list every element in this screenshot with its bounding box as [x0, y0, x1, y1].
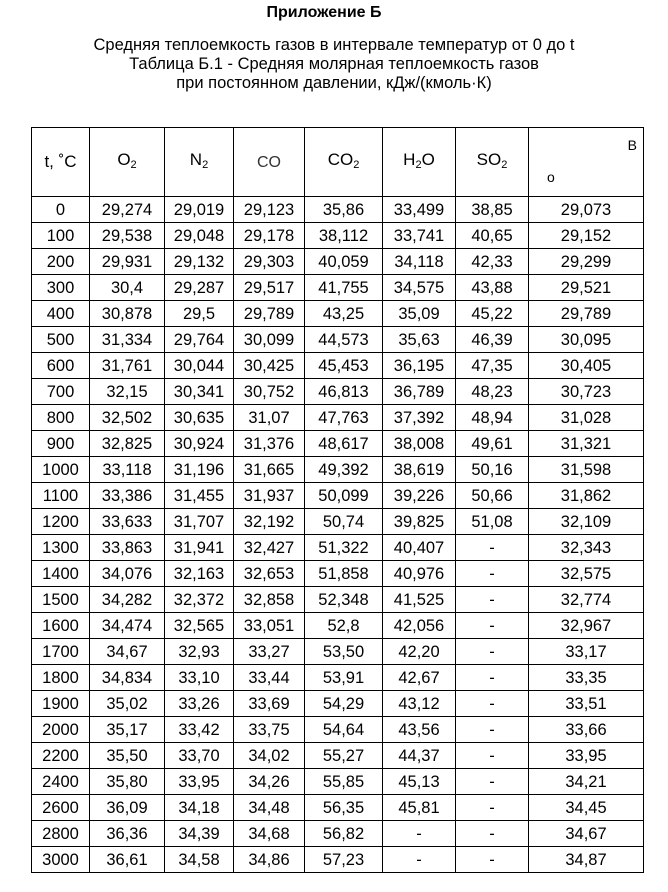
- cell-so2: 47,35: [456, 353, 529, 379]
- cell-temperature: 1300: [32, 535, 90, 561]
- cell-co: 29,789: [234, 301, 305, 327]
- cell-co2: 53,91: [305, 665, 383, 691]
- cell-co: 33,27: [234, 639, 305, 665]
- table-row: [32, 847, 644, 873]
- table-row: [32, 561, 644, 587]
- header-o2-sub: 2: [130, 158, 137, 171]
- cell-temperature: 600: [32, 353, 90, 379]
- cell-air: 32,575: [529, 561, 644, 587]
- cell-air: 29,299: [529, 249, 644, 275]
- cell-n2: 34,39: [165, 821, 234, 847]
- cell-air: 31,321: [529, 431, 644, 457]
- cell-air: 32,343: [529, 535, 644, 561]
- cell-h2o: -: [383, 847, 456, 873]
- cell-o2: 30,4: [90, 275, 165, 301]
- cell-o2: 29,931: [90, 249, 165, 275]
- cell-o2: 33,386: [90, 483, 165, 509]
- cell-air: 33,95: [529, 743, 644, 769]
- cell-o2: 31,334: [90, 327, 165, 353]
- table-row: [32, 405, 644, 431]
- header-so2-base: SO: [476, 149, 502, 169]
- cell-so2: -: [456, 821, 529, 847]
- cell-so2: 42,33: [456, 249, 529, 275]
- cell-h2o: 38,619: [383, 457, 456, 483]
- cell-co: 31,376: [234, 431, 305, 457]
- cell-temperature: 400: [32, 301, 90, 327]
- cell-air: 30,723: [529, 379, 644, 405]
- cell-o2: 34,67: [90, 639, 165, 665]
- cell-h2o: 39,825: [383, 509, 456, 535]
- cell-so2: 43,88: [456, 275, 529, 301]
- cell-h2o: -: [383, 821, 456, 847]
- cell-co: 33,44: [234, 665, 305, 691]
- cell-co2: 41,755: [305, 275, 383, 301]
- cell-h2o: 43,12: [383, 691, 456, 717]
- cell-temperature: 2600: [32, 795, 90, 821]
- cell-air: 31,028: [529, 405, 644, 431]
- cell-air: 33,51: [529, 691, 644, 717]
- cell-h2o: 34,118: [383, 249, 456, 275]
- cell-o2: 35,17: [90, 717, 165, 743]
- header-n2-base: N: [189, 149, 203, 169]
- cell-so2: -: [456, 795, 529, 821]
- cell-o2: 35,02: [90, 691, 165, 717]
- caption-line-1: Средняя теплоемкость газов в интервале температур от 0 до t: [93, 36, 575, 54]
- cell-co2: 55,27: [305, 743, 383, 769]
- cell-air: 32,774: [529, 587, 644, 613]
- cell-co: 32,192: [234, 509, 305, 535]
- cell-co: 33,69: [234, 691, 305, 717]
- table-row: [32, 587, 644, 613]
- cell-co: 33,051: [234, 613, 305, 639]
- cell-o2: 34,834: [90, 665, 165, 691]
- cell-n2: 32,163: [165, 561, 234, 587]
- cell-co2: 52,8: [305, 613, 383, 639]
- cell-co: 29,178: [234, 223, 305, 249]
- cell-co: 31,937: [234, 483, 305, 509]
- cell-n2: 29,048: [165, 223, 234, 249]
- cell-so2: -: [456, 769, 529, 795]
- cell-co2: 35,86: [305, 197, 383, 223]
- cell-temperature: 2400: [32, 769, 90, 795]
- table-row: [32, 197, 644, 223]
- table-row: [32, 691, 644, 717]
- cell-o2: 33,863: [90, 535, 165, 561]
- cell-co2: 45,453: [305, 353, 383, 379]
- cell-so2: -: [456, 743, 529, 769]
- cell-so2: 51,08: [456, 509, 529, 535]
- cell-so2: -: [456, 587, 529, 613]
- table-row: [32, 223, 644, 249]
- cell-n2: 32,565: [165, 613, 234, 639]
- table-row: [32, 613, 644, 639]
- cell-co2: 51,322: [305, 535, 383, 561]
- cell-co2: 43,25: [305, 301, 383, 327]
- cell-co: 30,425: [234, 353, 305, 379]
- header-co2: [305, 128, 383, 197]
- cell-o2: 34,076: [90, 561, 165, 587]
- cell-co2: 44,573: [305, 327, 383, 353]
- cell-co: 34,86: [234, 847, 305, 873]
- header-h2o: [383, 128, 456, 197]
- cell-h2o: 42,20: [383, 639, 456, 665]
- cell-air: 29,152: [529, 223, 644, 249]
- table-row: [32, 535, 644, 561]
- cell-so2: 46,39: [456, 327, 529, 353]
- cell-h2o: 35,09: [383, 301, 456, 327]
- cell-temperature: 0: [32, 197, 90, 223]
- cell-co2: 50,74: [305, 509, 383, 535]
- cell-co2: 40,059: [305, 249, 383, 275]
- cell-h2o: 43,56: [383, 717, 456, 743]
- cell-h2o: 40,407: [383, 535, 456, 561]
- cell-air: 34,87: [529, 847, 644, 873]
- caption-line-3: при постоянном давлении, кДж/(кмоль·К): [176, 74, 492, 92]
- cell-temperature: 300: [32, 275, 90, 301]
- cell-h2o: 45,13: [383, 769, 456, 795]
- cell-temperature: 3000: [32, 847, 90, 873]
- cell-air: 33,17: [529, 639, 644, 665]
- cell-co: 29,303: [234, 249, 305, 275]
- header-co2-base: CO: [327, 149, 354, 169]
- header-so2-sub: 2: [501, 158, 508, 171]
- cell-so2: -: [456, 691, 529, 717]
- cell-co: 30,752: [234, 379, 305, 405]
- cell-so2: -: [456, 613, 529, 639]
- cell-o2: 36,36: [90, 821, 165, 847]
- cell-co2: 55,85: [305, 769, 383, 795]
- cell-n2: 29,5: [165, 301, 234, 327]
- cell-n2: 33,42: [165, 717, 234, 743]
- cell-co: 29,123: [234, 197, 305, 223]
- cell-so2: 50,66: [456, 483, 529, 509]
- cell-co2: 56,82: [305, 821, 383, 847]
- cell-co2: 50,099: [305, 483, 383, 509]
- cell-co2: 54,29: [305, 691, 383, 717]
- cell-h2o: 37,392: [383, 405, 456, 431]
- cell-co2: 52,348: [305, 587, 383, 613]
- cell-n2: 29,764: [165, 327, 234, 353]
- cell-so2: -: [456, 561, 529, 587]
- cell-co: 31,07: [234, 405, 305, 431]
- cell-so2: 50,16: [456, 457, 529, 483]
- cell-co2: 38,112: [305, 223, 383, 249]
- cell-n2: 33,95: [165, 769, 234, 795]
- header-h2o-sub: 2: [415, 158, 422, 171]
- table-row: [32, 743, 644, 769]
- cell-o2: 32,502: [90, 405, 165, 431]
- cell-n2: 33,26: [165, 691, 234, 717]
- cell-co: 34,26: [234, 769, 305, 795]
- cell-o2: 32,825: [90, 431, 165, 457]
- cell-n2: 31,455: [165, 483, 234, 509]
- cell-air: 34,21: [529, 769, 644, 795]
- cell-so2: 48,23: [456, 379, 529, 405]
- cell-so2: -: [456, 717, 529, 743]
- caption-line-2: Таблица Б.1 - Средняя молярная теплоемкость газов: [129, 55, 539, 73]
- header-air: [529, 128, 644, 197]
- cell-n2: 30,635: [165, 405, 234, 431]
- cell-temperature: 2000: [32, 717, 90, 743]
- cell-co: 32,858: [234, 587, 305, 613]
- cell-temperature: 1700: [32, 639, 90, 665]
- cell-h2o: 44,37: [383, 743, 456, 769]
- header-co: [234, 128, 305, 197]
- cell-n2: 30,341: [165, 379, 234, 405]
- cell-o2: 31,761: [90, 353, 165, 379]
- header-h2o-tail: O: [421, 149, 435, 169]
- cell-so2: -: [456, 535, 529, 561]
- table-row: [32, 249, 644, 275]
- header-temperature: t, ˚C: [32, 128, 90, 197]
- cell-temperature: 2200: [32, 743, 90, 769]
- cell-temperature: 1000: [32, 457, 90, 483]
- header-n2: [165, 128, 234, 197]
- cell-co2: 53,50: [305, 639, 383, 665]
- cell-o2: 32,15: [90, 379, 165, 405]
- cell-temperature: 1200: [32, 509, 90, 535]
- cell-n2: 29,287: [165, 275, 234, 301]
- cell-n2: 32,93: [165, 639, 234, 665]
- header-air-sup: В: [627, 137, 637, 153]
- cell-o2: 36,09: [90, 795, 165, 821]
- cell-co: 34,02: [234, 743, 305, 769]
- cell-so2: 40,65: [456, 223, 529, 249]
- table-header-row: [32, 128, 644, 197]
- header-n2-sub: 2: [202, 158, 209, 171]
- cell-air: 32,967: [529, 613, 644, 639]
- cell-n2: 30,924: [165, 431, 234, 457]
- cell-o2: 34,282: [90, 587, 165, 613]
- cell-n2: 29,019: [165, 197, 234, 223]
- cell-temperature: 800: [32, 405, 90, 431]
- cell-n2: 33,10: [165, 665, 234, 691]
- cell-co: 29,517: [234, 275, 305, 301]
- cell-temperature: 200: [32, 249, 90, 275]
- cell-o2: 35,50: [90, 743, 165, 769]
- cell-co2: 54,64: [305, 717, 383, 743]
- cell-n2: 31,707: [165, 509, 234, 535]
- cell-temperature: 700: [32, 379, 90, 405]
- cell-co: 33,75: [234, 717, 305, 743]
- header-o2: [90, 128, 165, 197]
- table-row: [32, 769, 644, 795]
- table-row: [32, 301, 644, 327]
- cell-air: 34,45: [529, 795, 644, 821]
- header-o2-base: O: [117, 149, 131, 169]
- header-h2o-base: H: [403, 149, 416, 169]
- cell-h2o: 42,056: [383, 613, 456, 639]
- cell-co2: 49,392: [305, 457, 383, 483]
- cell-n2: 30,044: [165, 353, 234, 379]
- cell-so2: 38,85: [456, 197, 529, 223]
- cell-air: 32,109: [529, 509, 644, 535]
- cell-h2o: 33,499: [383, 197, 456, 223]
- cell-so2: -: [456, 639, 529, 665]
- appendix-title: Приложение Б: [266, 4, 382, 21]
- cell-o2: 33,118: [90, 457, 165, 483]
- table-row: [32, 275, 644, 301]
- cell-h2o: 45,81: [383, 795, 456, 821]
- cell-o2: 33,633: [90, 509, 165, 535]
- cell-temperature: 1800: [32, 665, 90, 691]
- cell-o2: 36,61: [90, 847, 165, 873]
- table-row: [32, 795, 644, 821]
- cell-air: 29,789: [529, 301, 644, 327]
- cell-so2: -: [456, 847, 529, 873]
- cell-n2: 32,372: [165, 587, 234, 613]
- cell-temperature: 1500: [32, 587, 90, 613]
- table-row: [32, 431, 644, 457]
- cell-temperature: 1400: [32, 561, 90, 587]
- cell-temperature: 100: [32, 223, 90, 249]
- cell-co: 32,653: [234, 561, 305, 587]
- cell-o2: 35,80: [90, 769, 165, 795]
- cell-so2: -: [456, 665, 529, 691]
- cell-o2: 29,274: [90, 197, 165, 223]
- table-row: [32, 353, 644, 379]
- cell-n2: 31,196: [165, 457, 234, 483]
- header-so2: [456, 128, 529, 197]
- cell-h2o: 36,789: [383, 379, 456, 405]
- table-row: [32, 821, 644, 847]
- cell-air: 31,598: [529, 457, 644, 483]
- cell-n2: 31,941: [165, 535, 234, 561]
- cell-temperature: 500: [32, 327, 90, 353]
- cell-air: 34,67: [529, 821, 644, 847]
- cell-h2o: 38,008: [383, 431, 456, 457]
- cell-o2: 29,538: [90, 223, 165, 249]
- cell-co2: 56,35: [305, 795, 383, 821]
- heat-capacity-table: [31, 127, 644, 873]
- cell-h2o: 34,575: [383, 275, 456, 301]
- cell-co2: 51,858: [305, 561, 383, 587]
- cell-co2: 46,813: [305, 379, 383, 405]
- header-air-sub: о: [547, 169, 555, 185]
- cell-h2o: 40,976: [383, 561, 456, 587]
- cell-co: 34,68: [234, 821, 305, 847]
- cell-n2: 34,18: [165, 795, 234, 821]
- table-row: [32, 457, 644, 483]
- cell-h2o: 36,195: [383, 353, 456, 379]
- cell-so2: 49,61: [456, 431, 529, 457]
- cell-o2: 34,474: [90, 613, 165, 639]
- cell-co2: 48,617: [305, 431, 383, 457]
- cell-air: 30,405: [529, 353, 644, 379]
- cell-co: 31,665: [234, 457, 305, 483]
- cell-h2o: 35,63: [383, 327, 456, 353]
- cell-co: 34,48: [234, 795, 305, 821]
- cell-air: 29,073: [529, 197, 644, 223]
- cell-h2o: 41,525: [383, 587, 456, 613]
- cell-h2o: 33,741: [383, 223, 456, 249]
- cell-air: 33,66: [529, 717, 644, 743]
- cell-so2: 45,22: [456, 301, 529, 327]
- table-body: [32, 128, 644, 873]
- cell-o2: 30,878: [90, 301, 165, 327]
- table-row: [32, 717, 644, 743]
- cell-so2: 48,94: [456, 405, 529, 431]
- cell-co: 30,099: [234, 327, 305, 353]
- cell-air: 29,521: [529, 275, 644, 301]
- cell-temperature: 1100: [32, 483, 90, 509]
- table-row: [32, 639, 644, 665]
- table-row: [32, 327, 644, 353]
- cell-n2: 34,58: [165, 847, 234, 873]
- cell-h2o: 39,226: [383, 483, 456, 509]
- table-row: [32, 379, 644, 405]
- cell-temperature: 1600: [32, 613, 90, 639]
- cell-co2: 47,763: [305, 405, 383, 431]
- cell-n2: 29,132: [165, 249, 234, 275]
- header-co-text: CO: [257, 153, 281, 171]
- table-row: [32, 665, 644, 691]
- cell-h2o: 42,67: [383, 665, 456, 691]
- cell-co2: 57,23: [305, 847, 383, 873]
- cell-air: 31,862: [529, 483, 644, 509]
- cell-temperature: 2800: [32, 821, 90, 847]
- cell-co: 32,427: [234, 535, 305, 561]
- table-row: [32, 509, 644, 535]
- header-co2-sub: 2: [353, 158, 360, 171]
- cell-temperature: 900: [32, 431, 90, 457]
- table-row: [32, 483, 644, 509]
- cell-temperature: 1900: [32, 691, 90, 717]
- cell-n2: 33,70: [165, 743, 234, 769]
- cell-air: 33,35: [529, 665, 644, 691]
- cell-air: 30,095: [529, 327, 644, 353]
